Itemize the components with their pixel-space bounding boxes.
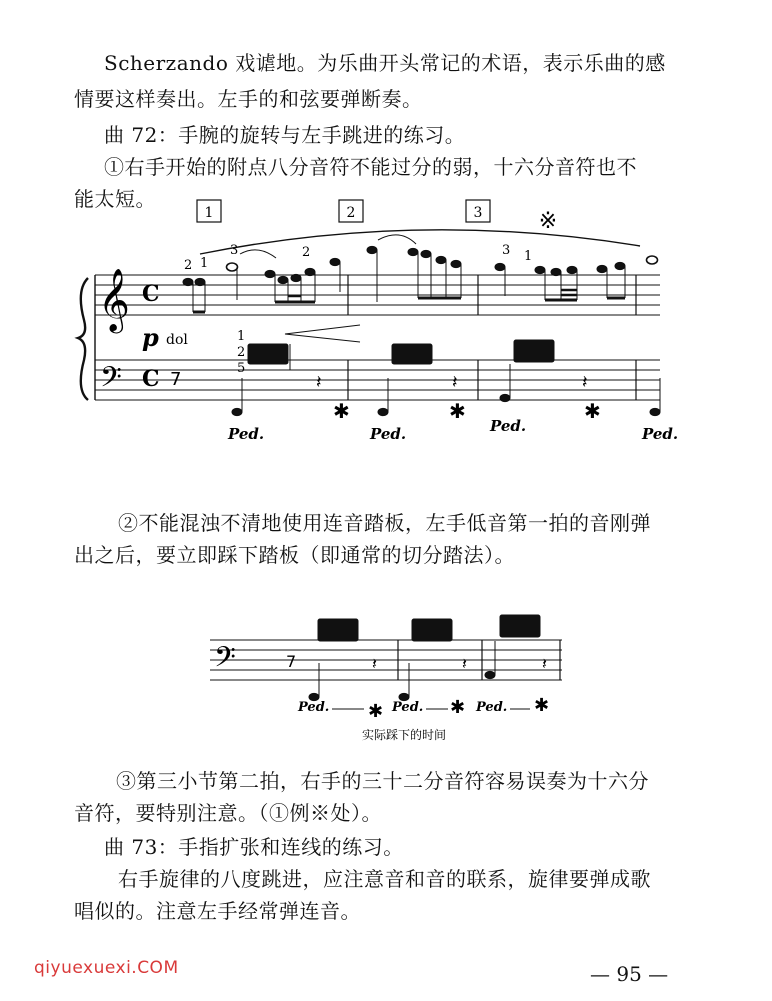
dynamic-marking: p (142, 323, 159, 352)
svg-text:3: 3 (473, 205, 483, 221)
time-signature: C (142, 281, 160, 307)
treble-clef-icon: 𝄞 (98, 268, 130, 331)
svg-text:✱: ✱ (534, 695, 550, 716)
svg-text:Ped.: Ped. (476, 700, 508, 715)
svg-text:2: 2 (184, 258, 193, 273)
svg-text:𝄽: 𝄽 (452, 372, 458, 393)
paragraph-line: 出之后，要立即踩下踏板（即通常的切分踏法）。 (74, 543, 515, 567)
measure-number-box (197, 200, 221, 222)
rh-notes (183, 246, 658, 312)
grand-staff-score (0, 190, 772, 455)
paragraph-line: 右手旋律的八度跳进，应注意音和音的联系，旋律要弹成歌 (118, 867, 651, 891)
svg-text:𝄽: 𝄽 (462, 654, 467, 673)
svg-text:Ped.: Ped. (642, 425, 679, 443)
svg-text:✱: ✱ (368, 701, 384, 722)
paragraph-line: 音符，要特别注意。（①例※处）。 (74, 801, 382, 825)
fingering-lh (237, 329, 245, 376)
svg-text:2: 2 (346, 205, 356, 221)
paragraph-line: 唱似的。注意左手经常弹连音。 (74, 899, 361, 923)
svg-text:7: 7 (170, 369, 182, 390)
svg-text:3: 3 (502, 243, 511, 258)
watermark: qiyuexuexi.COM (34, 958, 179, 978)
svg-text:✱: ✱ (449, 399, 466, 423)
svg-text:✱: ✱ (333, 399, 350, 423)
figure-caption: 实际踩下的时间 (362, 728, 447, 742)
lh-notes (309, 615, 540, 701)
rests (170, 369, 588, 393)
svg-text:Ped.: Ped. (228, 425, 265, 443)
svg-text:1: 1 (237, 329, 246, 344)
svg-text:𝄽: 𝄽 (316, 372, 322, 393)
pedal-marks (297, 700, 507, 715)
bass-staff (210, 640, 562, 680)
barlines (348, 275, 636, 400)
svg-text:7: 7 (286, 652, 297, 671)
attention-mark: ※ (538, 209, 558, 234)
svg-text:𝄽: 𝄽 (542, 654, 547, 673)
paragraph-line: Scherzando 戏谑地。为乐曲开头常记的术语，表示乐曲的感 (104, 51, 666, 75)
brace (78, 278, 88, 400)
paragraph-line: 情要这样奏出。左手的和弦要弹断奏。 (74, 87, 423, 111)
time-signature: C (142, 366, 160, 392)
svg-text:1: 1 (200, 256, 209, 271)
svg-text:2: 2 (302, 245, 311, 260)
page-number: — 95 — (590, 962, 669, 986)
svg-text:Ped.: Ped. (370, 425, 407, 443)
svg-text:✱: ✱ (584, 399, 601, 423)
measure-number-box (466, 200, 490, 222)
svg-text:Ped.: Ped. (298, 700, 330, 715)
paragraph-line: 能太短。 (74, 187, 156, 211)
svg-text:1: 1 (204, 205, 214, 221)
exercise-heading: 曲 72：手腕的旋转与左手跳进的练习。 (104, 123, 466, 147)
measure-number-box (339, 200, 363, 222)
bass-clef-icon: 𝄢 (100, 361, 122, 401)
svg-text:𝄽: 𝄽 (372, 654, 377, 673)
bass-excerpt-score (200, 605, 570, 750)
paragraph-line: ②不能混浊不清地使用连音踏板，左手低音第一拍的音刚弹 (118, 511, 651, 535)
phrase-slur (200, 230, 640, 254)
hairpin (285, 325, 360, 342)
svg-text:2: 2 (237, 345, 246, 360)
svg-text:5: 5 (237, 361, 246, 376)
svg-text:3: 3 (230, 243, 239, 258)
svg-text:✱: ✱ (450, 697, 466, 718)
dynamic-text: dol (166, 332, 188, 348)
exercise-heading: 曲 73：手指扩张和连线的练习。 (104, 835, 404, 859)
svg-text:1: 1 (524, 249, 533, 264)
pedal-release-marks (333, 399, 601, 423)
svg-text:𝄽: 𝄽 (582, 372, 588, 393)
fingering-rh (184, 243, 532, 273)
svg-text:Ped.: Ped. (392, 700, 424, 715)
paragraph-line: ③第三小节第二拍，右手的三十二分音符容易误奏为十六分 (116, 769, 649, 793)
paragraph-line: ①右手开始的附点八分音符不能过分的弱，十六分音符也不 (104, 155, 637, 179)
bass-clef-icon: 𝄢 (214, 641, 236, 681)
svg-text:Ped.: Ped. (490, 417, 527, 435)
